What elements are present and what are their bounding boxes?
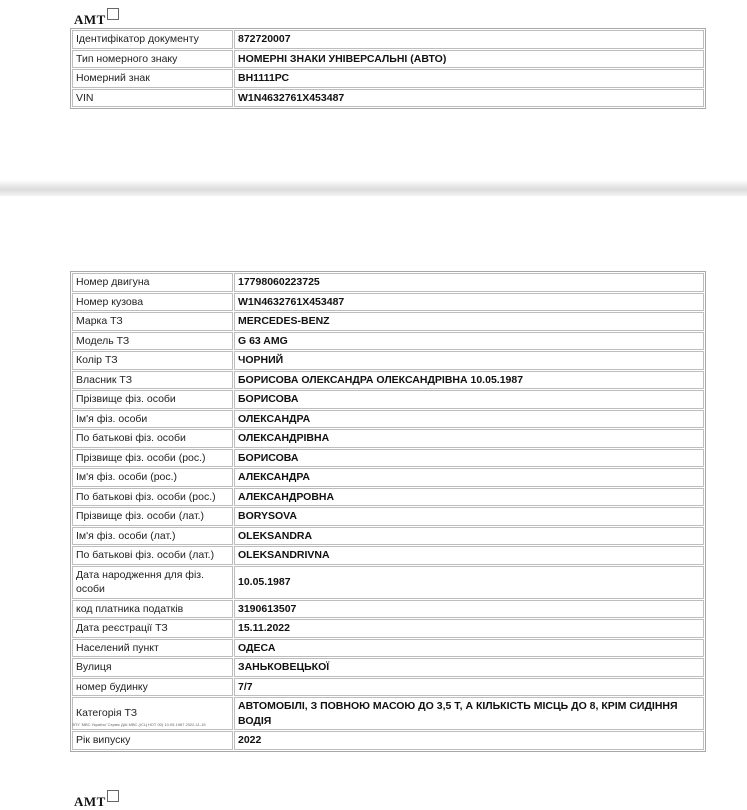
row-value: G 63 AMG (234, 332, 704, 351)
row-label: Ім'я фіз. особи (рос.) (72, 468, 233, 487)
row-label: Ідентифікатор документу (72, 30, 233, 49)
table-row (72, 678, 704, 697)
row-label: Тип номерного знаку (72, 50, 233, 69)
row-value: АЛЕКСАНДРА (234, 468, 704, 487)
table-row (72, 566, 704, 599)
document-page-1 (0, 0, 747, 180)
row-label: Рік випуску (72, 731, 233, 750)
table-row (72, 30, 704, 49)
row-label: VIN (72, 89, 233, 108)
table-row (72, 69, 704, 88)
row-value: OLEKSANDRA (234, 527, 704, 546)
logo-checkbox-icon (107, 8, 119, 20)
table-row (72, 351, 704, 370)
row-label: Прізвище фіз. особи (рос.) (72, 449, 233, 468)
row-value: ОЛЕКСАНДРІВНА (234, 429, 704, 448)
row-label: Категорія ТЗ (72, 697, 233, 730)
document-logo: АМТ (74, 8, 119, 28)
table-row (72, 390, 704, 409)
row-label: Населений пункт (72, 639, 233, 658)
row-value: BORYSOVA (234, 507, 704, 526)
footer-note: ЗПУ 'МВС України' Сервіс ДАІ МВС (ІСЦ НОТ 00) 10.05.1987 2022-11-15 (72, 722, 206, 727)
table-row (72, 507, 704, 526)
table-row (72, 731, 704, 750)
row-value: ОДЕСА (234, 639, 704, 658)
row-label: Прізвище фіз. особи (72, 390, 233, 409)
row-label: номер будинку (72, 678, 233, 697)
row-label: Власник ТЗ (72, 371, 233, 390)
table-row (72, 293, 704, 312)
table-row (72, 600, 704, 619)
table-row (72, 312, 704, 331)
row-value: 872720007 (234, 30, 704, 49)
table-row (72, 658, 704, 677)
table-row (72, 488, 704, 507)
row-value: 17798060223725 (234, 273, 704, 292)
row-value: 15.11.2022 (234, 619, 704, 638)
row-label: Прізвище фіз. особи (лат.) (72, 507, 233, 526)
row-label: Дата реєстрації ТЗ (72, 619, 233, 638)
logo-checkbox-icon (107, 790, 119, 802)
row-label: Марка ТЗ (72, 312, 233, 331)
row-label: По батькові фіз. особи (лат.) (72, 546, 233, 565)
table-row (72, 429, 704, 448)
row-value: АЛЕКСАНДРОВНА (234, 488, 704, 507)
row-label: Колір ТЗ (72, 351, 233, 370)
row-label: По батькові фіз. особи (72, 429, 233, 448)
table-row (72, 468, 704, 487)
table-row (72, 546, 704, 565)
table-row (72, 371, 704, 390)
row-label: Модель ТЗ (72, 332, 233, 351)
row-label: Номер двигуна (72, 273, 233, 292)
row-value: 3190613507 (234, 600, 704, 619)
row-value: 2022 (234, 731, 704, 750)
row-value: 7/7 (234, 678, 704, 697)
row-label: Ім'я фіз. особи (72, 410, 233, 429)
table-row (72, 449, 704, 468)
vehicle-id-table (70, 28, 706, 109)
row-value: W1N4632761X453487 (234, 89, 704, 108)
row-value: АВТОМОБІЛІ, З ПОВНОЮ МАСОЮ ДО 3,5 Т, А КІЛЬКІСТЬ МІСЦЬ ДО 8, КРІМ СИДІННЯ ВОДІЯ (234, 697, 704, 730)
page-separator (0, 180, 747, 196)
row-value: ВН1111РС (234, 69, 704, 88)
row-value: W1N4632761X453487 (234, 293, 704, 312)
table-row (72, 410, 704, 429)
table-row (72, 273, 704, 292)
table-row (72, 527, 704, 546)
table-row (72, 89, 704, 108)
row-value: ОЛЕКСАНДРА (234, 410, 704, 429)
vehicle-details-table (70, 271, 706, 752)
row-value: MERCEDES-BENZ (234, 312, 704, 331)
row-label: Номер кузова (72, 293, 233, 312)
table-row (72, 50, 704, 69)
table-row (72, 639, 704, 658)
row-label: Номерний знак (72, 69, 233, 88)
row-label: Дата народження для фіз. особи (72, 566, 233, 599)
table-row (72, 619, 704, 638)
document-page-2 (0, 196, 747, 809)
row-label: код платника податків (72, 600, 233, 619)
row-value: 10.05.1987 (234, 566, 704, 599)
table-row (72, 332, 704, 351)
row-value: OLEKSANDRIVNA (234, 546, 704, 565)
row-label: По батькові фіз. особи (рос.) (72, 488, 233, 507)
row-value: ЗАНЬКОВЕЦЬКОЇ (234, 658, 704, 677)
row-value: БОРИСОВА ОЛЕКСАНДРА ОЛЕКСАНДРІВНА 10.05.1987 (234, 371, 704, 390)
row-value: БОРИСОВА (234, 390, 704, 409)
document-logo-bottom: АМТ (74, 790, 119, 810)
row-value: ЧОРНИЙ (234, 351, 704, 370)
row-label: Ім'я фіз. особи (лат.) (72, 527, 233, 546)
row-label: Вулиця (72, 658, 233, 677)
row-value: НОМЕРНІ ЗНАКИ УНІВЕРСАЛЬНІ (АВТО) (234, 50, 704, 69)
row-value: БОРИСОВА (234, 449, 704, 468)
